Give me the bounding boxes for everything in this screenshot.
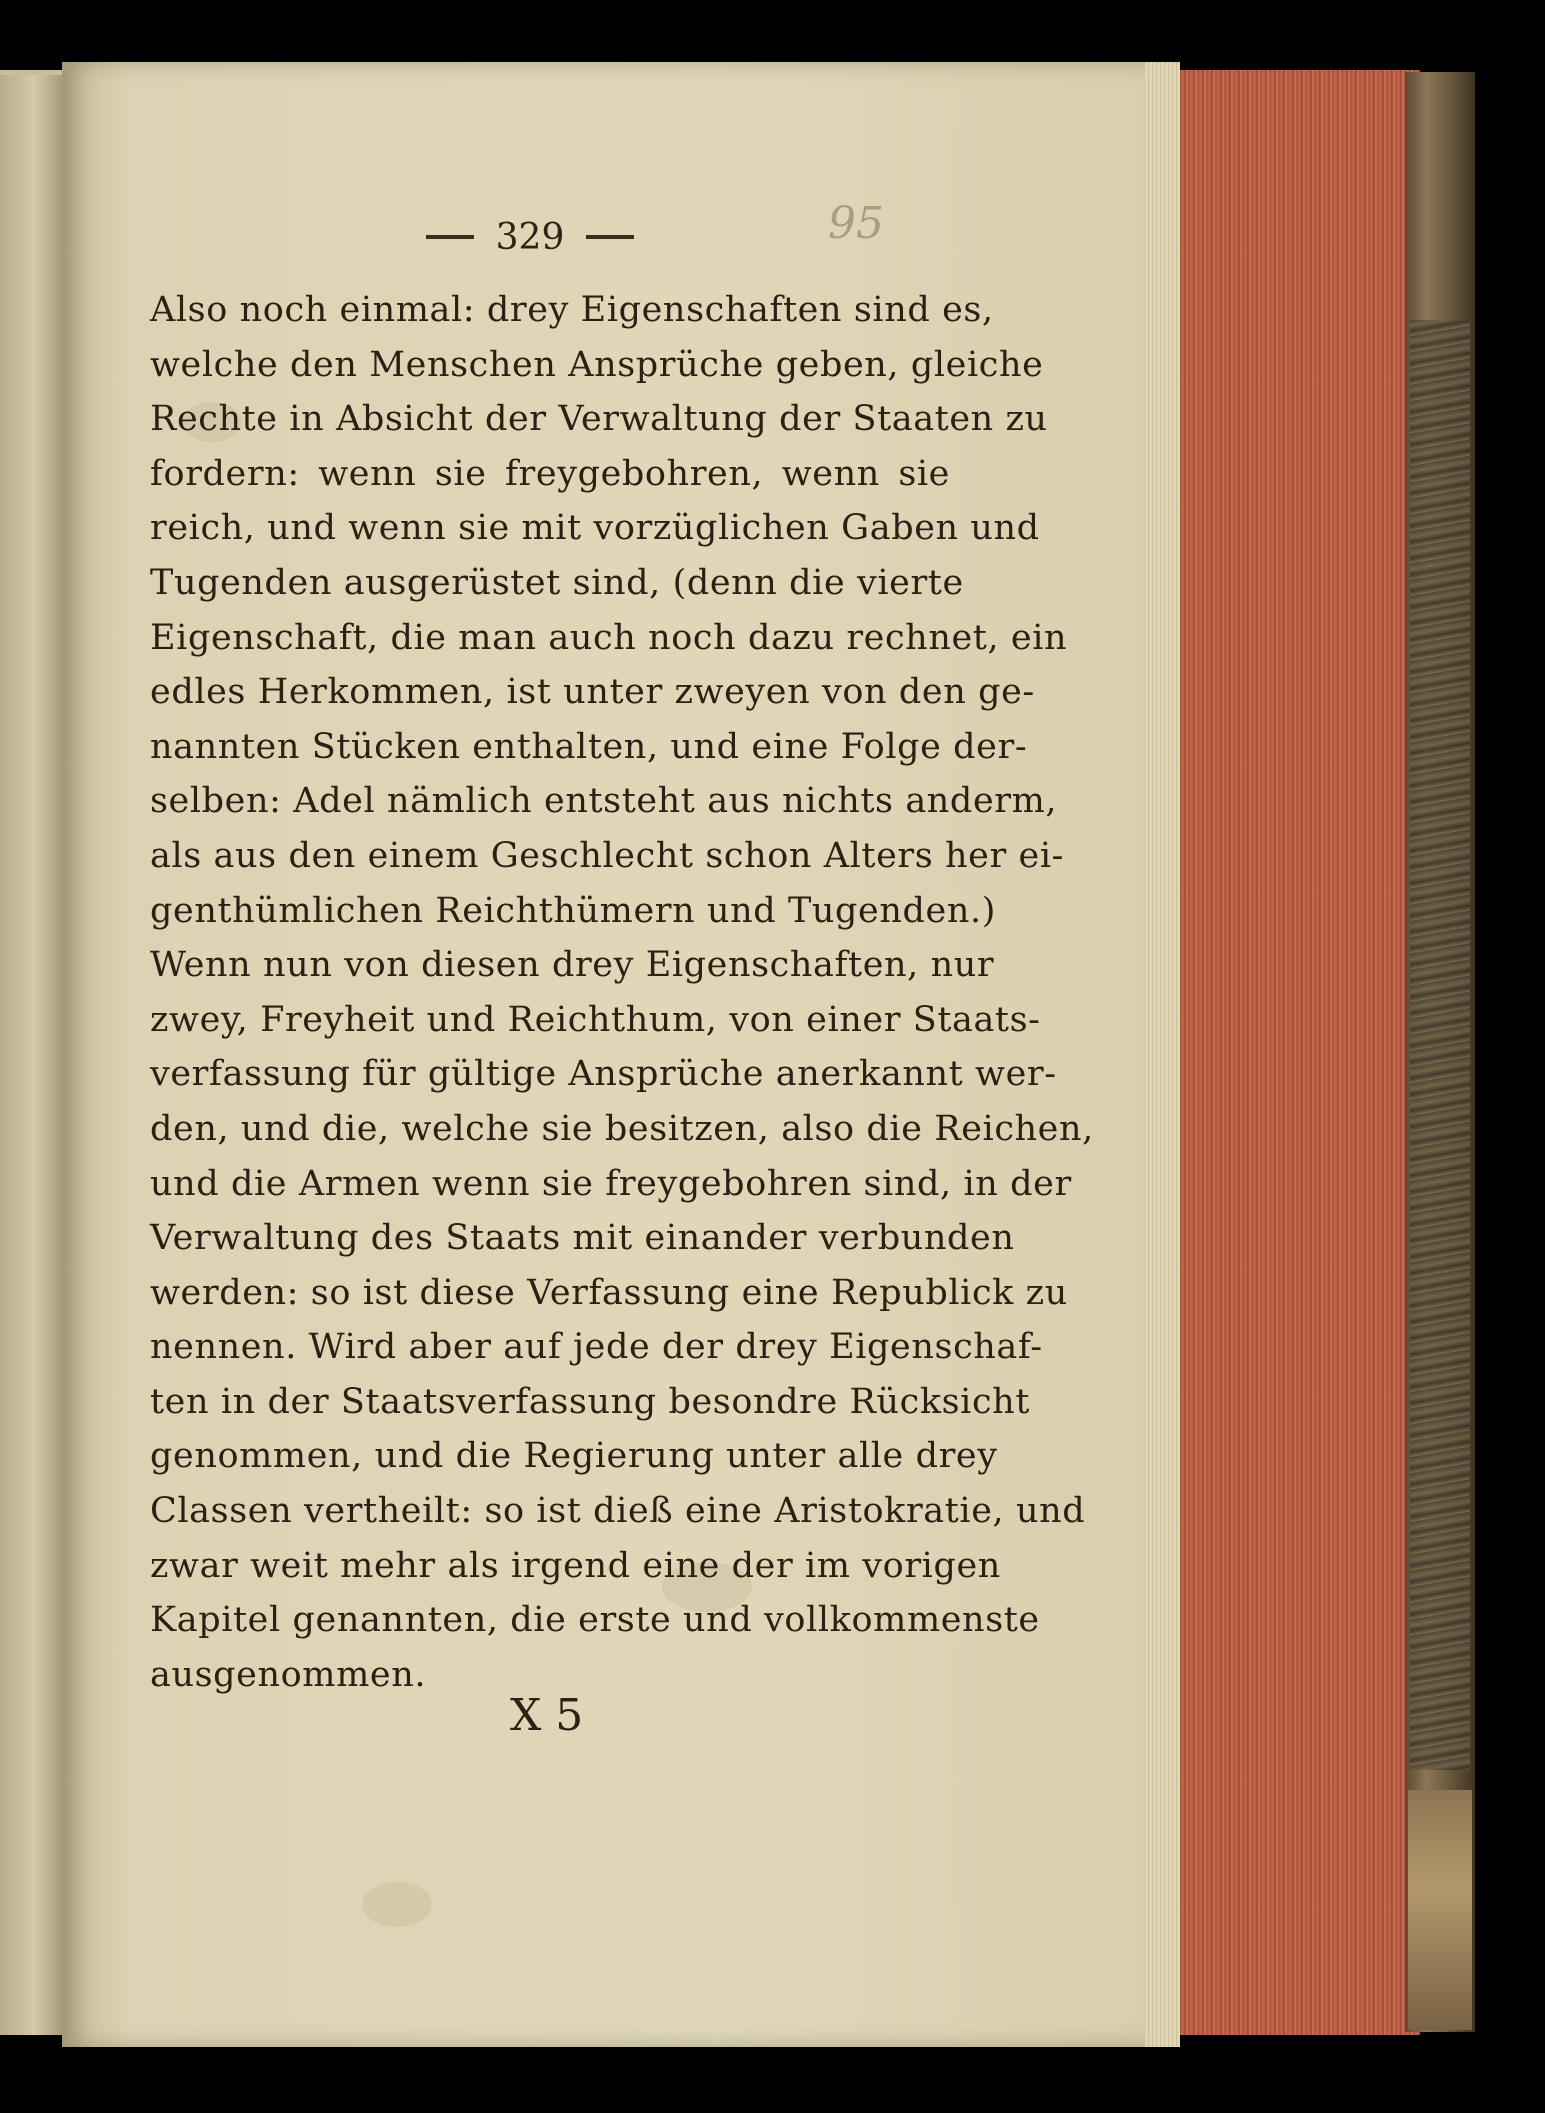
text-line: genommen, und die Regierung unter alle drey <box>150 1436 998 1477</box>
text-line: als aus den einem Geschlecht schon Alters her ei- <box>150 835 1065 876</box>
marbled-cover-paper <box>1410 320 1470 1770</box>
text-line: verfassung für gültige Ansprüche anerkannt wer- <box>150 1054 1057 1095</box>
text-line: Also noch einmal: drey Eigenschaften sind es, <box>150 290 994 330</box>
text-line: und die Armen wenn sie freygebohren sind, in der <box>150 1163 1072 1204</box>
leather-corner <box>1408 1790 1472 2030</box>
text-line: den, und die, welche sie besitzen, also die Reichen, <box>150 1108 1094 1149</box>
text-line: Classen vertheilt: so ist dieß eine Aristokratie, und <box>150 1491 1086 1532</box>
red-sprinkled-page-edges <box>1180 70 1420 2035</box>
text-line: nannten Stücken enthalten, und eine Folge der- <box>150 726 1028 767</box>
text-line: Wenn nun von diesen drey Eigenschaften, nur <box>150 945 995 986</box>
text-line: welche den Menschen Ansprüche geben, gleiche <box>150 344 1044 385</box>
page-block-edge <box>1145 62 1180 2047</box>
pencil-note: 95 <box>828 198 884 249</box>
left-page <box>0 75 62 2035</box>
header-dash-left <box>426 235 474 239</box>
text-line: ten in der Staatsverfassung besondre Rücksicht <box>150 1381 1030 1422</box>
text-line: fordern: wenn sie freygebohren, wenn sie <box>150 453 950 494</box>
body-text <box>150 283 1094 1702</box>
printer-signature-mark: X 5 <box>510 1690 584 1741</box>
text-line: werden: so ist diese Verfassung eine Republick zu <box>150 1272 1068 1313</box>
text-line: genthümlichen Reichthümern und Tugenden.) <box>150 890 996 931</box>
page-number: 329 <box>495 216 565 258</box>
text-line: Verwaltung des Staats mit einander verbunden <box>150 1218 1015 1259</box>
text-line: Rechte in Absicht der Verwaltung der Staaten zu <box>150 399 1048 440</box>
text-line: edles Herkommen, ist unter zweyen von den ge- <box>150 672 1035 713</box>
text-line: zwey, Freyheit und Reichthum, von einer Staats- <box>150 999 1041 1040</box>
header-dash-right <box>586 235 634 239</box>
text-line: nennen. Wird aber auf jede der drey Eigenschaf- <box>150 1327 1043 1368</box>
text-line: selben: Adel nämlich entsteht aus nichts anderm, <box>150 781 1058 822</box>
text-line: Tugenden ausgerüstet sind, (denn die vierte <box>150 562 964 603</box>
text-line-last: ausgenommen. <box>150 1654 427 1695</box>
text-line: Kapitel genannten, die erste und vollkommenste <box>150 1600 1040 1641</box>
paper-stain <box>362 1882 432 1927</box>
running-header <box>380 212 680 262</box>
text-line: Eigenschaft, die man auch noch dazu rechnet, ein <box>150 617 1068 658</box>
text-line: zwar weit mehr als irgend eine der im vorigen <box>150 1545 1001 1586</box>
text-line: reich, und wenn sie mit vorzüglichen Gaben und <box>150 508 1040 549</box>
